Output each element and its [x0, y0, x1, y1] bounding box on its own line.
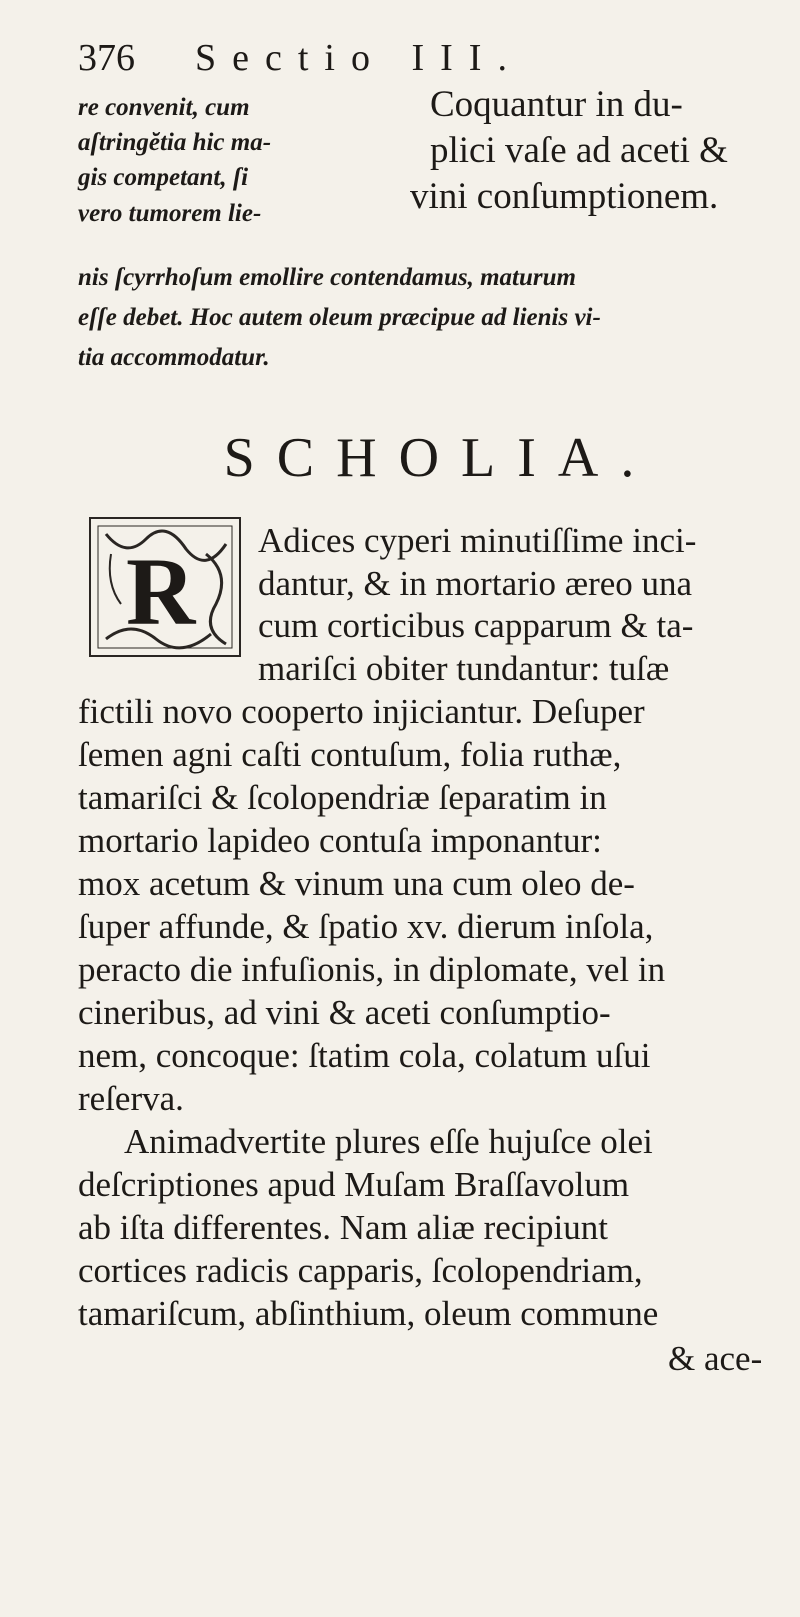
marginal-note-line: gis competant, ſi: [78, 164, 249, 191]
scholia-line: Animadvertite plures eſſe hujuſce olei: [124, 1122, 653, 1161]
italic-line: nis ſcyrrhoſum emollire contendamus, maturum: [78, 264, 576, 291]
scholia-line: Adices cyperi minutiſſime inci-: [258, 521, 697, 560]
catchword: & ace-: [668, 1339, 763, 1378]
scholia-line: reſerva.: [78, 1079, 184, 1118]
page-header: [78, 36, 728, 88]
italic-line: tia accommodatur.: [78, 344, 270, 371]
scholia-line: tamariſci & ſcolopendriæ ſeparatim in: [78, 778, 607, 817]
italic-line: eſſe debet. Hoc autem oleum præcipue ad lienis vi-: [78, 304, 601, 331]
scholia-line: ſuper affunde, & ſpatio xv. dierum inſola,: [78, 907, 654, 946]
initial-letter: R: [126, 538, 196, 645]
ornamental-initial: [86, 514, 246, 664]
scholia-line: ab iſta differentes. Nam aliæ recipiunt: [78, 1208, 609, 1247]
scholia-line: deſcriptiones apud Muſam Braſſavolum: [78, 1165, 630, 1204]
scholia-line: cortices radicis capparis, ſcolopendriam,: [78, 1251, 643, 1290]
running-head: Sectio III.: [195, 37, 523, 79]
section-heading: SCHOLIA.: [223, 427, 657, 489]
scholia-line: ſemen agni caſti contuſum, folia ruthæ,: [78, 735, 622, 774]
recipe-line: plici vaſe ad aceti &: [430, 130, 728, 171]
scholia-line: nem, concoque: ſtatim cola, colatum uſui: [78, 1036, 651, 1075]
scholia-line: mariſci obiter tundantur: tuſæ: [258, 649, 670, 688]
page-number: 376: [78, 37, 135, 79]
scholia-line: tamariſcum, abſinthium, oleum commune: [78, 1294, 659, 1333]
scholia-line: mortario lapideo contuſa imponantur:: [78, 821, 602, 860]
scholia-line: fictili novo cooperto injiciantur. Deſuper: [78, 692, 645, 731]
scholia-line: dantur, & in mortario æreo una: [258, 564, 693, 603]
recipe-line: vini conſumptionem.: [410, 176, 719, 217]
marginal-note-line: re convenit, cum: [78, 94, 250, 121]
scholia-line: cineribus, ad vini & aceti conſumptio-: [78, 993, 611, 1032]
marginal-note-line: vero tumorem lie-: [78, 200, 262, 227]
scholia-line: cum corticibus capparum & ta-: [258, 606, 694, 645]
marginal-note-line: aſtringĕtia hic ma-: [78, 129, 272, 156]
scholia-line: peracto die infuſionis, in diplomate, vel in: [78, 950, 666, 989]
scholia-line: mox acetum & vinum una cum oleo de-: [78, 864, 635, 903]
recipe-line: Coquantur in du-: [430, 84, 683, 125]
